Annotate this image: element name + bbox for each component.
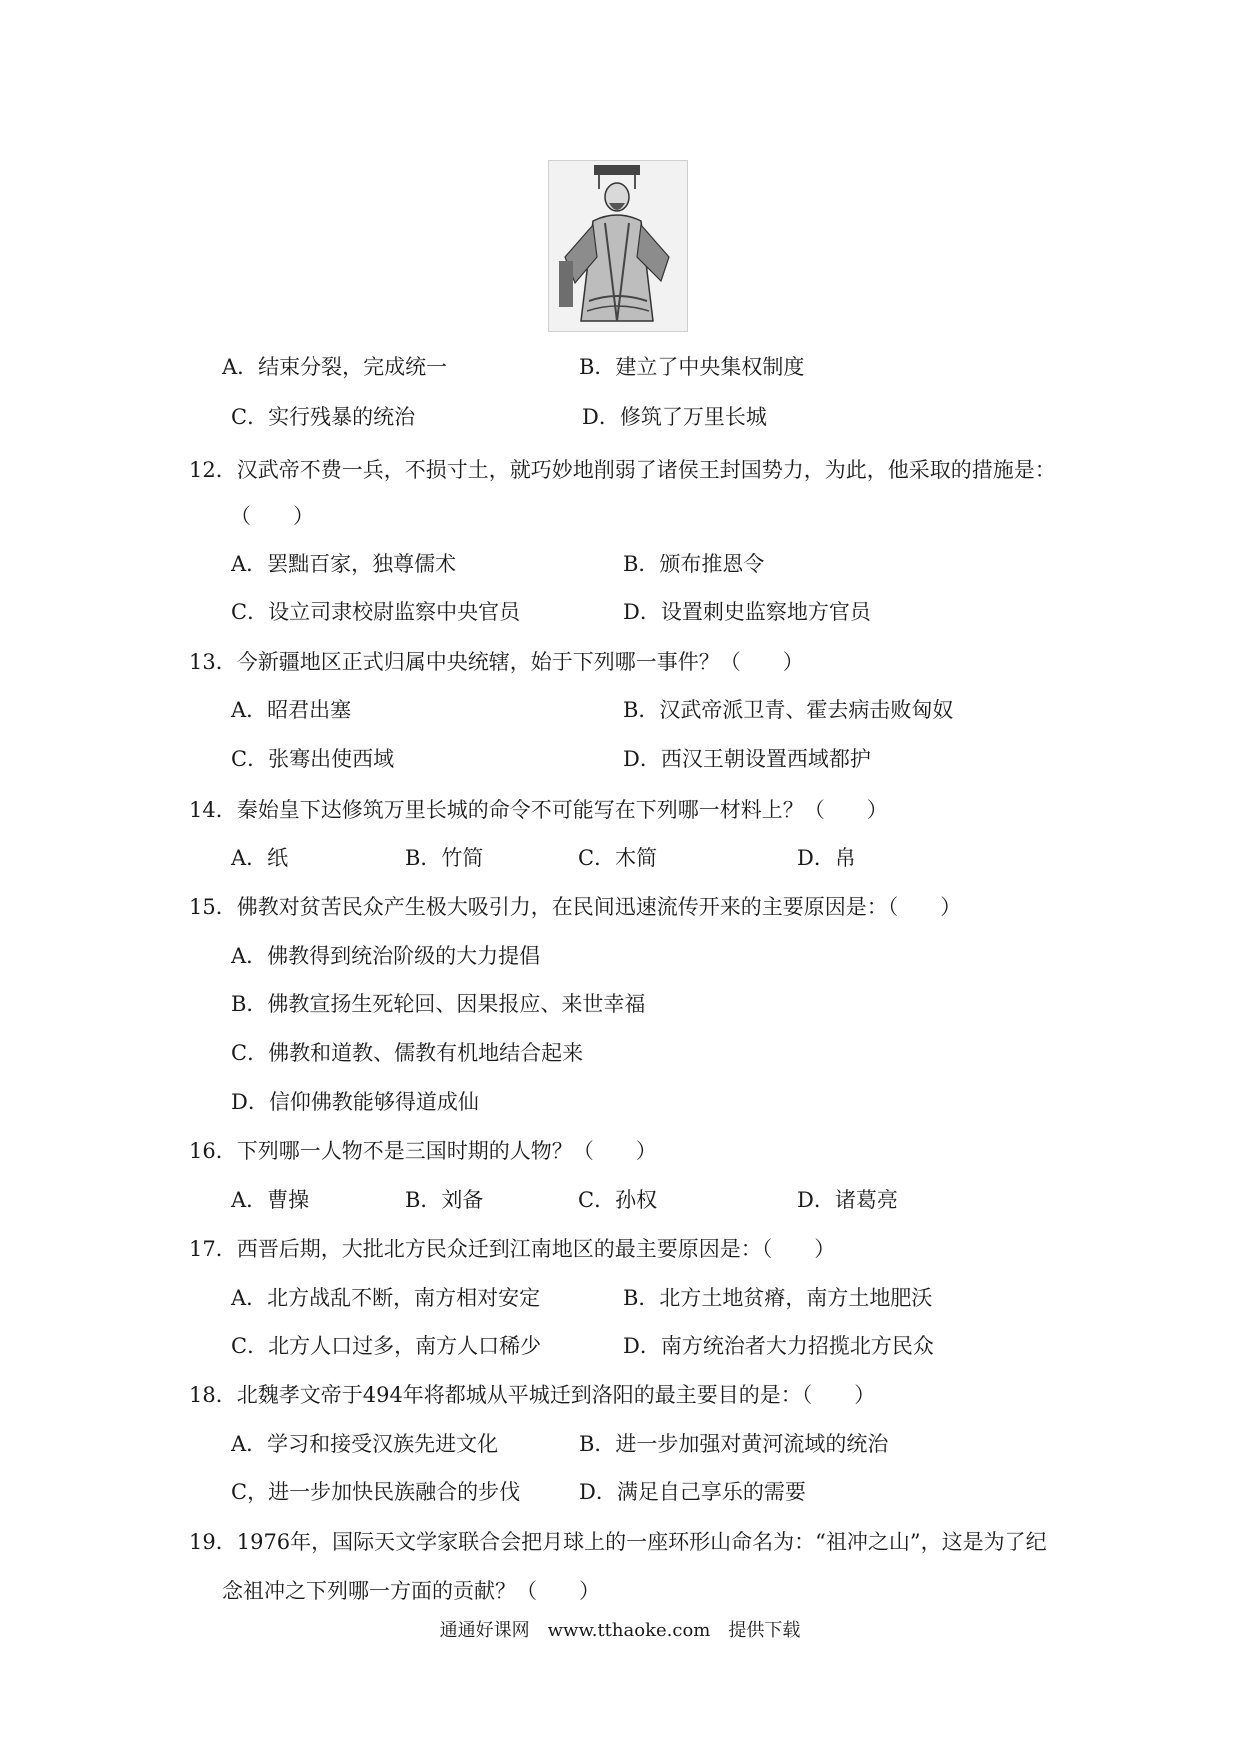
q15-option-c: C．佛教和道教、儒教有机地结合起来 (231, 1041, 584, 1065)
q18-stem: 18．北魏孝文帝于494年将都城从平城迁到洛阳的最主要目的是：（ ） (189, 1383, 876, 1407)
emperor-portrait-image (548, 160, 688, 332)
q16-option-b: B．刘备 (405, 1188, 484, 1212)
q19-stem-line2: 念祖冲之下列哪一方面的贡献？（ ） (222, 1579, 600, 1603)
q18-option-c: C，进一步加快民族融合的步伐 (231, 1480, 521, 1504)
q16-stem: 16．下列哪一人物不是三国时期的人物？（ ） (189, 1139, 657, 1163)
q15-stem: 15．佛教对贫苦民众产生极大吸引力，在民间迅速流传开来的主要原因是：（ ） (189, 895, 962, 919)
q11-option-b: B．建立了中央集权制度 (579, 355, 805, 379)
q17-option-d: D．南方统治者大力招揽北方民众 (623, 1334, 934, 1358)
q13-stem: 13．今新疆地区正式归属中央统辖，始于下列哪一事件？（ ） (189, 650, 804, 674)
q16-option-d: D．诸葛亮 (797, 1188, 898, 1212)
q14-option-a: A．纸 (231, 846, 289, 870)
q11-option-d: D．修筑了万里长城 (582, 405, 767, 429)
q15-option-a: A．佛教得到统治阶级的大力提倡 (231, 944, 541, 968)
q12-answer-paren: （ ） (230, 504, 314, 528)
q17-option-b: B．北方土地贫瘠，南方土地肥沃 (623, 1286, 933, 1310)
q18-option-a: A．学习和接受汉族先进文化 (231, 1432, 499, 1456)
q16-option-c: C．孙权 (578, 1188, 658, 1212)
q18-option-d: D．满足自己享乐的需要 (579, 1480, 806, 1504)
q13-option-d: D．西汉王朝设置西域都护 (623, 747, 871, 771)
q13-option-b: B．汉武帝派卫青、霍去病击败匈奴 (623, 698, 954, 722)
q14-option-d: D．帛 (797, 846, 856, 870)
q18-option-b: B．进一步加强对黄河流域的统治 (579, 1432, 889, 1456)
q15-option-d: D．信仰佛教能够得道成仙 (231, 1090, 479, 1114)
q17-option-a: A．北方战乱不断，南方相对安定 (231, 1286, 541, 1310)
q17-stem: 17．西晋后期，大批北方民众迁到江南地区的最主要原因是：（ ） (189, 1237, 836, 1261)
q13-option-a: A．昭君出塞 (231, 698, 352, 722)
q14-option-b: B．竹简 (405, 846, 484, 870)
q11-option-c: C．实行残暴的统治 (231, 405, 416, 429)
q14-stem: 14．秦始皇下达修筑万里长城的命令不可能写在下列哪一材料上？（ ） (189, 798, 888, 822)
q12-option-b: B．颁布推恩令 (623, 552, 765, 576)
page-footer: 通通好课网 www.tthaoke.com 提供下载 (439, 1620, 801, 1641)
q11-option-a: A．结束分裂，完成统一 (222, 355, 448, 379)
q12-stem: 12．汉武帝不费一兵，不损寸土，就巧妙地削弱了诸侯王封国势力，为此，他采取的措施是： (189, 458, 1056, 482)
q12-option-a: A．罢黜百家，独尊儒术 (231, 552, 457, 576)
q16-option-a: A．曹操 (231, 1188, 310, 1212)
q12-option-c: C．设立司隶校尉监察中央官员 (231, 600, 521, 624)
q13-option-c: C．张骞出使西域 (231, 747, 395, 771)
q14-option-c: C．木简 (578, 846, 658, 870)
q15-option-b: B．佛教宣扬生死轮回、因果报应、来世幸福 (231, 992, 646, 1016)
q17-option-c: C．北方人口过多，南方人口稀少 (231, 1334, 542, 1358)
q12-option-d: D．设置刺史监察地方官员 (623, 600, 871, 624)
q19-stem-line1: 19．1976年，国际天文学家联合会把月球上的一座环形山命名为：“祖冲之山”，这是为了纪 (189, 1530, 1047, 1554)
